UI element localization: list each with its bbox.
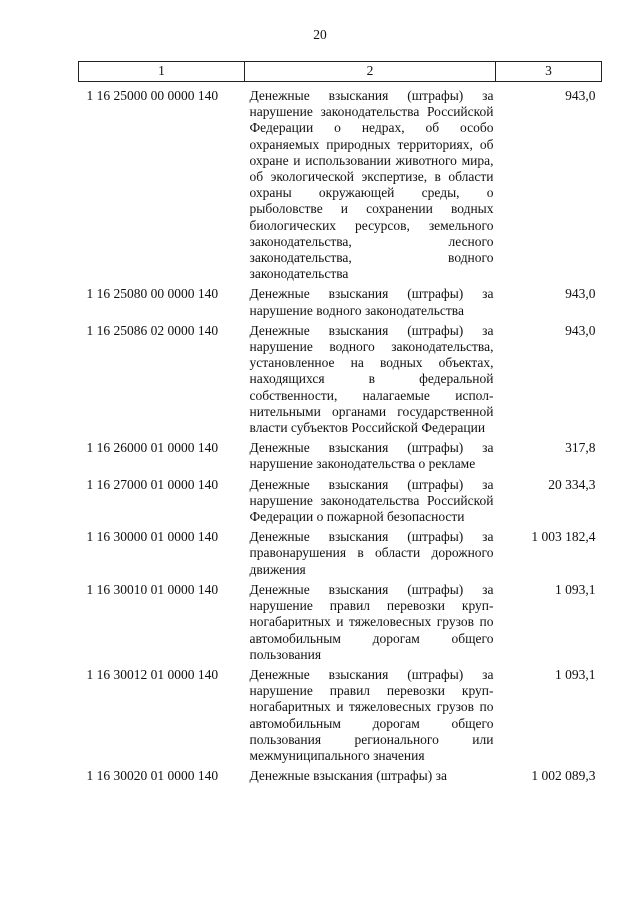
table-row [79,284,602,320]
revenue-amount: 1 093,1 [555,666,596,682]
column-header-code: 1 [79,62,245,82]
revenue-code: 1 16 25080 00 0000 140 [86,286,219,302]
revenue-amount: 1 002 089,3 [531,768,596,784]
revenue-amount: 943,0 [565,286,596,302]
revenue-code: 1 16 30010 01 0000 140 [86,581,219,597]
revenue-code: 1 16 30000 01 0000 140 [86,529,219,545]
revenue-description: Денежные взыскания (штрафы) за нарушение водного законодательства [249,286,494,318]
table-header-row [79,62,602,82]
table-row [79,665,602,766]
page-number: 20 [313,27,327,42]
column-header-amount: 3 [496,62,602,82]
revenue-amount: 1 003 182,4 [531,529,596,545]
revenue-amount: 943,0 [565,322,596,338]
table-row [79,321,602,438]
revenue-description: Денежные взыскания (штрафы) за нарушение водного законодательства, установленное на водных объектах, находящихся в федеральной собственности, налагаемые исполнительными органами государственной власти субъектов Российской Федерации [249,322,494,436]
revenue-code: 1 16 25000 00 0000 140 [86,88,219,103]
revenue-code: 1 16 25086 02 0000 140 [86,322,219,338]
table-row [79,580,602,665]
revenue-amount: 1 093,1 [555,581,596,597]
revenue-description: Денежные взыскания (штрафы) за нарушение правил перевозки крупногабаритных и тяжеловесных грузов по автомобильным дорогам общего пользования [249,581,494,662]
column-header-description: 2 [245,62,496,82]
revenue-description: Денежные взыскания (штрафы) за нарушение законодательства Российской Федерации о пожарной безопасности [249,476,494,525]
revenue-amount: 20 334,3 [548,476,596,492]
revenue-amount: 317,8 [565,440,596,456]
budget-revenue-table [78,61,602,786]
table-row [79,475,602,528]
revenue-description: Денежные взыскания (штрафы) за нарушение законодательства Российской Федерации о недрах, об особо охраняемых природных территориях, об охране и использовании животного мира, об экологической экспертизе, в области охраны окружающей среды, о рыболовстве и сохранении водных биологических ресурсов, земельного законодательства, лесного законодательства, водного законодательства [249,88,494,282]
revenue-code: 1 16 27000 01 0000 140 [86,476,219,492]
revenue-code: 1 16 26000 01 0000 140 [86,440,219,456]
revenue-code: 1 16 30012 01 0000 140 [86,666,219,682]
table-row [79,766,602,786]
revenue-description: Денежные взыскания (штрафы) за нарушение законодательства о рекламе [249,440,494,472]
table-row [79,438,602,474]
revenue-code: 1 16 30020 01 0000 140 [86,768,219,784]
table-row [79,82,602,285]
revenue-description: Денежные взыскания (штрафы) за правонарушения в области дорожного движения [249,529,494,577]
revenue-description: Денежные взыскания (штрафы) за нарушение правил перевозки крупногабаритных и тяжеловесных грузов по автомобильным дорогам общего пользования регионального или межмуниципального значения [249,666,494,763]
table-row [79,527,602,580]
revenue-description: Денежные взыскания (штрафы) за [249,768,447,784]
revenue-amount: 943,0 [565,88,596,103]
